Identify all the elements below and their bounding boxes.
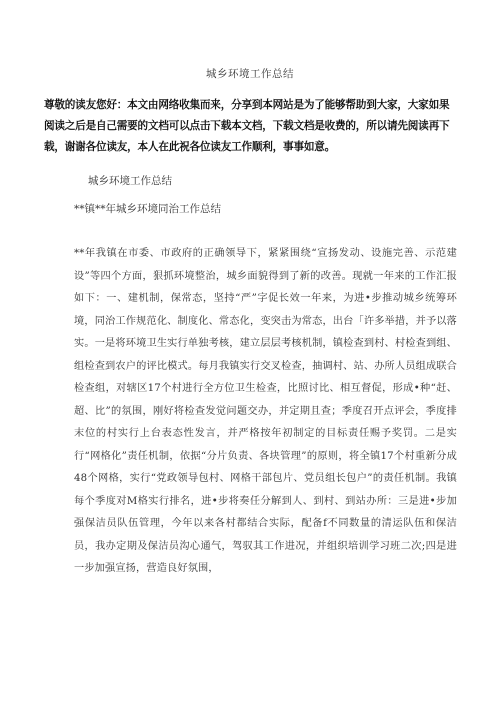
document-title: 城乡环境工作总结 [206,68,294,80]
download-notice: 尊敬的读友您好：本文由网络收集而来，分享到本网站是为了能够帮助到大家，大家如果阅读之后是自己需要的文档可以点击下载本文档，下载文档是收费的，所以请先阅读再下载，谢谢各位读友，本人在此祝各位读友工作顺利，事事如意。 [44,99,450,153]
body-paragraph: **年我镇在市委、市政府的正确领导下，紧紧围绕“宣扬发动、设施完善、示范建设”等四个方面，狠抓环境整治，城乡面貌得到了新的改善。现就一年来的工作汇报如下：一、建机制，保常态，坚持“严”字促长效一年来，为进•步推动城乡统筹环境，同治工作规范化、制度化、常态化，变突击为常态，出台「许多举措，并予以落实。一是将环境卫生实行单独考核，建立层层考核机制，镇检查到村、村检查到组、组检查到农户的评比模式。每月我镇实行交叉检查，抽调村、站、办所人员组成联合检查组，对辖区17个村进行全方位卫生检查，比照讨比、相互督促，形成•种“赶、超、比”的氛围，刚好将检查发觉问题交办，并定期且查；季度召开点评会，季度排末位的村实行上台表态性发言，并严格按年初制定的目标责任赐予奖罚。二是实行“网格化”责任机制，依据“分片负责、各块管理”的原则，将全镇17个村重新分成48个网格，实行“党政领导包村、网格干部包片、党员组长包户”的责任机制。我镇每个季度对M格实行排名，进•步将奏任分解到人、到村、到站办所：三是进•步加强保洁员队伍管理，今年以来各村都结合实际，配备f不同数量的清运队伍和保洁员，我办定期及保洁员沟心通气，驾驭其工作进况，并组织培训学习班二次;四是进一步加强宣扬，营造良好氛围， [74,248,457,574]
section-heading: 城乡环境工作总结 [88,175,172,187]
section-subheading: **镇**年城乡环境同治工作总结 [74,203,221,215]
